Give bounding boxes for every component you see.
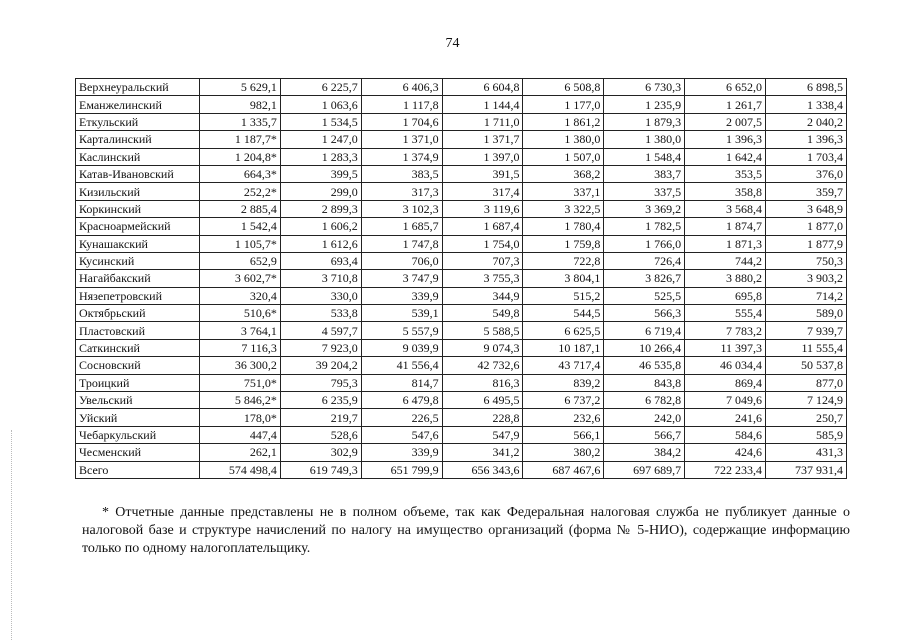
table-cell: 693,4 xyxy=(280,252,361,269)
table-cell: 814,7 xyxy=(361,374,442,391)
table-cell: 1 374,9 xyxy=(361,148,442,165)
table-cell: 9 074,3 xyxy=(442,339,523,356)
table-cell: 1 687,4 xyxy=(442,218,523,235)
table-row xyxy=(76,131,847,148)
table-cell: 750,3 xyxy=(766,252,847,269)
table-cell: 1 754,0 xyxy=(442,235,523,252)
table-cell: 1 542,4 xyxy=(200,218,281,235)
table-cell: 1 606,2 xyxy=(280,218,361,235)
table-cell: 1 396,3 xyxy=(766,131,847,148)
table-cell: 714,2 xyxy=(766,287,847,304)
row-label: Всего xyxy=(76,461,200,478)
table-cell: 1 874,7 xyxy=(685,218,766,235)
table-cell: 6 479,8 xyxy=(361,392,442,409)
table-cell: 533,8 xyxy=(280,305,361,322)
table-cell: 589,0 xyxy=(766,305,847,322)
table-cell: 7 783,2 xyxy=(685,322,766,339)
table-cell: 651 799,9 xyxy=(361,461,442,478)
table-cell: 6 235,9 xyxy=(280,392,361,409)
table-cell: 3 880,2 xyxy=(685,270,766,287)
table-cell: 6 406,3 xyxy=(361,79,442,96)
table-cell: 795,3 xyxy=(280,374,361,391)
table-cell: 1 283,3 xyxy=(280,148,361,165)
table-body xyxy=(76,79,847,479)
table-cell: 722,8 xyxy=(523,252,604,269)
table-cell: 1 371,7 xyxy=(442,131,523,148)
table-cell: 2 007,5 xyxy=(685,113,766,130)
table-row xyxy=(76,426,847,443)
table-cell: 232,6 xyxy=(523,409,604,426)
table-cell: 376,0 xyxy=(766,165,847,182)
table-cell: 299,0 xyxy=(280,183,361,200)
table-cell: 219,7 xyxy=(280,409,361,426)
table-cell: 1 685,7 xyxy=(361,218,442,235)
table-cell: 3 322,5 xyxy=(523,200,604,217)
table-cell: 1 612,6 xyxy=(280,235,361,252)
table-cell: 1 187,7* xyxy=(200,131,281,148)
table-cell: 226,5 xyxy=(361,409,442,426)
table-cell: 1 235,9 xyxy=(604,96,685,113)
table-cell: 2 885,4 xyxy=(200,200,281,217)
table-cell: 6 737,2 xyxy=(523,392,604,409)
table-cell: 1 766,0 xyxy=(604,235,685,252)
table-row xyxy=(76,409,847,426)
table-row xyxy=(76,235,847,252)
table-cell: 3 903,2 xyxy=(766,270,847,287)
table-cell: 3 102,3 xyxy=(361,200,442,217)
table-cell: 1 063,6 xyxy=(280,96,361,113)
row-label: Еманжелинский xyxy=(76,96,200,113)
table-row xyxy=(76,461,847,478)
table-cell: 250,7 xyxy=(766,409,847,426)
table-cell: 344,9 xyxy=(442,287,523,304)
row-label: Коркинский xyxy=(76,200,200,217)
table-cell: 528,6 xyxy=(280,426,361,443)
row-label: Уйский xyxy=(76,409,200,426)
table-cell: 566,7 xyxy=(604,426,685,443)
row-label: Троицкий xyxy=(76,374,200,391)
table-cell: 1 711,0 xyxy=(442,113,523,130)
table-cell: 337,1 xyxy=(523,183,604,200)
table-cell: 3 369,2 xyxy=(604,200,685,217)
table-cell: 695,8 xyxy=(685,287,766,304)
table-row xyxy=(76,200,847,217)
table-cell: 751,0* xyxy=(200,374,281,391)
row-label: Катав-Ивановский xyxy=(76,165,200,182)
table-cell: 7 049,6 xyxy=(685,392,766,409)
table-cell: 539,1 xyxy=(361,305,442,322)
table-cell: 1 703,4 xyxy=(766,148,847,165)
table-cell: 7 923,0 xyxy=(280,339,361,356)
table-cell: 384,2 xyxy=(604,444,685,461)
row-label: Кунашакский xyxy=(76,235,200,252)
table-cell: 1 380,0 xyxy=(523,131,604,148)
table-row xyxy=(76,287,847,304)
table-cell: 566,1 xyxy=(523,426,604,443)
table-cell: 242,0 xyxy=(604,409,685,426)
table-cell: 664,3* xyxy=(200,165,281,182)
table-cell: 1 247,0 xyxy=(280,131,361,148)
footnote: * Отчетные данные представлены не в полном объеме, так как Федеральная налоговая служба не публикует данные о налоговой базе и структуре начислений по налогу на имущество организаций (форма № 5-НИО), содержащие информацию только по одному налогоплательщику. xyxy=(82,505,850,556)
table-cell: 1 861,2 xyxy=(523,113,604,130)
table-cell: 6 782,8 xyxy=(604,392,685,409)
table-cell: 869,4 xyxy=(685,374,766,391)
table-cell: 1 642,4 xyxy=(685,148,766,165)
table-row xyxy=(76,305,847,322)
table-cell: 3 648,9 xyxy=(766,200,847,217)
table-row xyxy=(76,183,847,200)
table-row xyxy=(76,270,847,287)
table-cell: 241,6 xyxy=(685,409,766,426)
table-cell: 302,9 xyxy=(280,444,361,461)
table-cell: 46 535,8 xyxy=(604,357,685,374)
table-cell: 50 537,8 xyxy=(766,357,847,374)
table-cell: 178,0* xyxy=(200,409,281,426)
page-number: 74 xyxy=(445,36,460,51)
row-label: Нязепетровский xyxy=(76,287,200,304)
table-cell: 39 204,2 xyxy=(280,357,361,374)
table-cell: 10 187,1 xyxy=(523,339,604,356)
table-cell: 877,0 xyxy=(766,374,847,391)
table-cell: 6 225,7 xyxy=(280,79,361,96)
table-cell: 10 266,4 xyxy=(604,339,685,356)
table-cell: 337,5 xyxy=(604,183,685,200)
table-cell: 43 717,4 xyxy=(523,357,604,374)
table-cell: 7 124,9 xyxy=(766,392,847,409)
table-cell: 2 899,3 xyxy=(280,200,361,217)
table-cell: 42 732,6 xyxy=(442,357,523,374)
row-label: Карталинский xyxy=(76,131,200,148)
table-row xyxy=(76,165,847,182)
row-label: Верхнеуральский xyxy=(76,79,200,96)
row-label: Нагайбакский xyxy=(76,270,200,287)
table-cell: 737 931,4 xyxy=(766,461,847,478)
table-cell: 1 371,0 xyxy=(361,131,442,148)
table-cell: 339,9 xyxy=(361,287,442,304)
table-cell: 46 034,4 xyxy=(685,357,766,374)
table-cell: 1 534,5 xyxy=(280,113,361,130)
table-cell: 566,3 xyxy=(604,305,685,322)
table-cell: 7 116,3 xyxy=(200,339,281,356)
table-cell: 41 556,4 xyxy=(361,357,442,374)
table-cell: 707,3 xyxy=(442,252,523,269)
row-label: Кусинский xyxy=(76,252,200,269)
table-cell: 3 710,8 xyxy=(280,270,361,287)
table-cell: 5 588,5 xyxy=(442,322,523,339)
table-cell: 5 846,2* xyxy=(200,392,281,409)
table-cell: 7 939,7 xyxy=(766,322,847,339)
table-cell: 358,8 xyxy=(685,183,766,200)
table-cell: 1 747,8 xyxy=(361,235,442,252)
row-label: Еткульский xyxy=(76,113,200,130)
table-row xyxy=(76,339,847,356)
table-cell: 1 780,4 xyxy=(523,218,604,235)
table-cell: 341,2 xyxy=(442,444,523,461)
table-cell: 1 877,9 xyxy=(766,235,847,252)
table-cell: 2 040,2 xyxy=(766,113,847,130)
table-cell: 6 652,0 xyxy=(685,79,766,96)
table-cell: 839,2 xyxy=(523,374,604,391)
table-cell: 228,8 xyxy=(442,409,523,426)
table-cell: 431,3 xyxy=(766,444,847,461)
row-label: Красноармейский xyxy=(76,218,200,235)
table-row xyxy=(76,79,847,96)
table-cell: 6 508,8 xyxy=(523,79,604,96)
table-cell: 574 498,4 xyxy=(200,461,281,478)
row-label: Кизильский xyxy=(76,183,200,200)
table-cell: 3 764,1 xyxy=(200,322,281,339)
table-cell: 3 119,6 xyxy=(442,200,523,217)
table-cell: 399,5 xyxy=(280,165,361,182)
table-cell: 11 555,4 xyxy=(766,339,847,356)
row-label: Сосновский xyxy=(76,357,200,374)
table-cell: 317,4 xyxy=(442,183,523,200)
table-cell: 3 602,7* xyxy=(200,270,281,287)
table-cell: 706,0 xyxy=(361,252,442,269)
table-cell: 1 396,3 xyxy=(685,131,766,148)
table-cell: 1 397,0 xyxy=(442,148,523,165)
table-cell: 1 117,8 xyxy=(361,96,442,113)
table-cell: 722 233,4 xyxy=(685,461,766,478)
table-cell: 1 704,6 xyxy=(361,113,442,130)
table-cell: 547,6 xyxy=(361,426,442,443)
table-cell: 1 759,8 xyxy=(523,235,604,252)
table-cell: 619 749,3 xyxy=(280,461,361,478)
table-cell: 1 548,4 xyxy=(604,148,685,165)
table-cell: 391,5 xyxy=(442,165,523,182)
table-row xyxy=(76,148,847,165)
table-cell: 317,3 xyxy=(361,183,442,200)
table-cell: 1 879,3 xyxy=(604,113,685,130)
table-cell: 1 877,0 xyxy=(766,218,847,235)
table-cell: 383,7 xyxy=(604,165,685,182)
table-cell: 359,7 xyxy=(766,183,847,200)
table-cell: 9 039,9 xyxy=(361,339,442,356)
table-cell: 584,6 xyxy=(685,426,766,443)
table-cell: 6 625,5 xyxy=(523,322,604,339)
table-cell: 544,5 xyxy=(523,305,604,322)
table-row xyxy=(76,392,847,409)
row-label: Увельский xyxy=(76,392,200,409)
table-cell: 6 604,8 xyxy=(442,79,523,96)
table-cell: 6 495,5 xyxy=(442,392,523,409)
table-cell: 549,8 xyxy=(442,305,523,322)
table-cell: 36 300,2 xyxy=(200,357,281,374)
table-cell: 1 338,4 xyxy=(766,96,847,113)
table-cell: 656 343,6 xyxy=(442,461,523,478)
row-label: Пластовский xyxy=(76,322,200,339)
tax-data-table xyxy=(75,78,847,479)
row-label: Октябрьский xyxy=(76,305,200,322)
table-cell: 510,6* xyxy=(200,305,281,322)
table-cell: 368,2 xyxy=(523,165,604,182)
table-cell: 3 826,7 xyxy=(604,270,685,287)
table-cell: 262,1 xyxy=(200,444,281,461)
margin-rule xyxy=(11,430,12,640)
table-cell: 726,4 xyxy=(604,252,685,269)
table-cell: 6 719,4 xyxy=(604,322,685,339)
table-cell: 3 755,3 xyxy=(442,270,523,287)
table-cell: 353,5 xyxy=(685,165,766,182)
table-cell: 1 204,8* xyxy=(200,148,281,165)
table-cell: 5 557,9 xyxy=(361,322,442,339)
table-cell: 982,1 xyxy=(200,96,281,113)
table-row xyxy=(76,444,847,461)
table-cell: 1 335,7 xyxy=(200,113,281,130)
table-cell: 383,5 xyxy=(361,165,442,182)
table-cell: 6 898,5 xyxy=(766,79,847,96)
table-cell: 1 782,5 xyxy=(604,218,685,235)
table-cell: 3 568,4 xyxy=(685,200,766,217)
table-row xyxy=(76,96,847,113)
table-cell: 1 507,0 xyxy=(523,148,604,165)
table-row xyxy=(76,113,847,130)
table-cell: 339,9 xyxy=(361,444,442,461)
table-cell: 447,4 xyxy=(200,426,281,443)
table-row xyxy=(76,218,847,235)
table-cell: 320,4 xyxy=(200,287,281,304)
table-cell: 687 467,6 xyxy=(523,461,604,478)
table-cell: 6 730,3 xyxy=(604,79,685,96)
table-cell: 652,9 xyxy=(200,252,281,269)
table-cell: 515,2 xyxy=(523,287,604,304)
table-cell: 1 144,4 xyxy=(442,96,523,113)
table-cell: 380,2 xyxy=(523,444,604,461)
table-cell: 547,9 xyxy=(442,426,523,443)
table-row xyxy=(76,252,847,269)
table-cell: 4 597,7 xyxy=(280,322,361,339)
table-cell: 11 397,3 xyxy=(685,339,766,356)
row-label: Чесменский xyxy=(76,444,200,461)
table-cell: 1 177,0 xyxy=(523,96,604,113)
table-cell: 252,2* xyxy=(200,183,281,200)
table-cell: 843,8 xyxy=(604,374,685,391)
table-cell: 424,6 xyxy=(685,444,766,461)
table-cell: 744,2 xyxy=(685,252,766,269)
row-label: Каслинский xyxy=(76,148,200,165)
table-cell: 697 689,7 xyxy=(604,461,685,478)
table-cell: 555,4 xyxy=(685,305,766,322)
table-cell: 3 747,9 xyxy=(361,270,442,287)
table-cell: 1 261,7 xyxy=(685,96,766,113)
table-cell: 585,9 xyxy=(766,426,847,443)
table-cell: 1 871,3 xyxy=(685,235,766,252)
table-cell: 330,0 xyxy=(280,287,361,304)
table-row xyxy=(76,357,847,374)
table-cell: 525,5 xyxy=(604,287,685,304)
table-row xyxy=(76,374,847,391)
row-label: Саткинский xyxy=(76,339,200,356)
table-cell: 1 105,7* xyxy=(200,235,281,252)
table-cell: 1 380,0 xyxy=(604,131,685,148)
row-label: Чебаркульский xyxy=(76,426,200,443)
table-cell: 816,3 xyxy=(442,374,523,391)
table-row xyxy=(76,322,847,339)
table-cell: 5 629,1 xyxy=(200,79,281,96)
table-cell: 3 804,1 xyxy=(523,270,604,287)
